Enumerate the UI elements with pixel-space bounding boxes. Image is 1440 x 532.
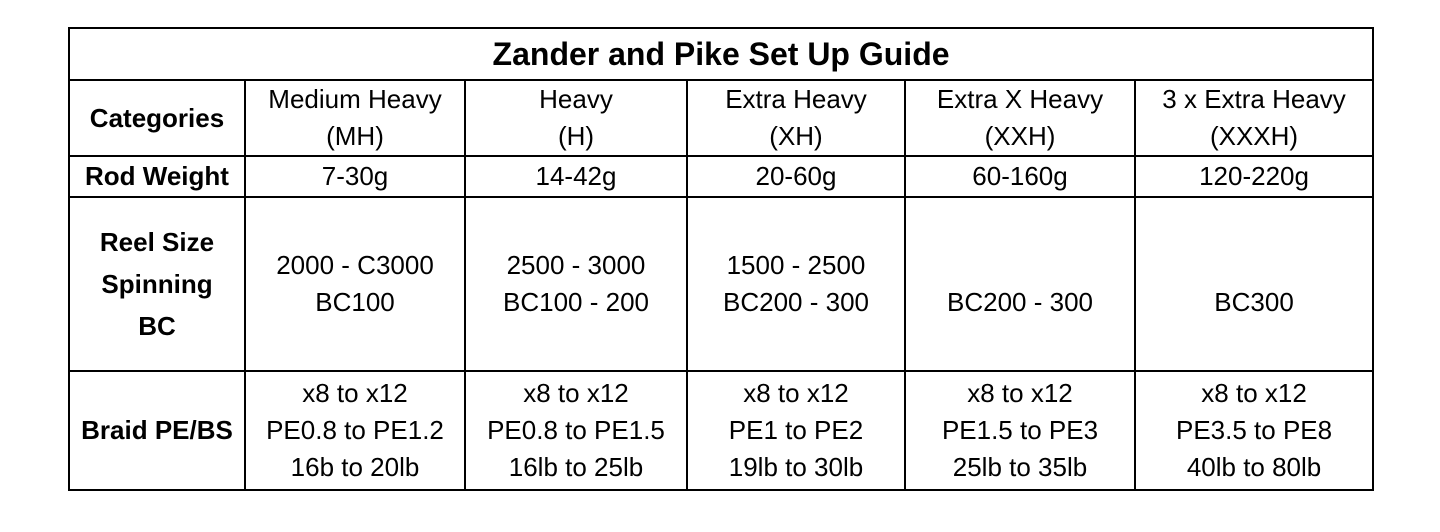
category-header-h bbox=[465, 80, 687, 156]
reel-spinning bbox=[906, 247, 1134, 284]
category-header-xh bbox=[687, 80, 905, 156]
category-code: (H) bbox=[557, 121, 595, 151]
category-header-mh bbox=[245, 80, 465, 156]
category-name: Extra Heavy bbox=[725, 84, 867, 114]
reel-spinning bbox=[1136, 247, 1372, 284]
braid-cell bbox=[245, 371, 465, 490]
reel-bc: BC200 - 300 bbox=[723, 287, 869, 317]
reel-size-cell bbox=[465, 197, 687, 371]
category-name: Heavy bbox=[539, 84, 613, 114]
braid-strands: x8 to x12 bbox=[523, 378, 629, 408]
category-header-xxxh bbox=[1135, 80, 1373, 156]
braid-bs: 19lb to 30lb bbox=[728, 452, 864, 482]
reel-bc: BC300 bbox=[1214, 287, 1294, 317]
braid-strands: x8 to x12 bbox=[967, 378, 1073, 408]
braid-cell bbox=[687, 371, 905, 490]
table-title: Zander and Pike Set Up Guide bbox=[69, 28, 1373, 80]
rod-weight-cell: 14-42g bbox=[465, 156, 687, 197]
category-header-xxh bbox=[905, 80, 1135, 156]
braid-pe: PE1.5 to PE3 bbox=[941, 415, 1099, 445]
category-name: Medium Heavy bbox=[268, 84, 442, 114]
braid-pe: PE3.5 to PE8 bbox=[1175, 415, 1333, 445]
braid-cell bbox=[465, 371, 687, 490]
braid-pe: PE1 to PE2 bbox=[728, 415, 864, 445]
reel-size-label bbox=[69, 197, 245, 371]
reel-spinning: 1500 - 2500 bbox=[726, 250, 866, 280]
reel-spinning: 2000 - C3000 bbox=[276, 250, 434, 280]
rod-weight-cell: 7-30g bbox=[245, 156, 465, 197]
category-code: (MH) bbox=[326, 121, 384, 151]
rod-weight-label: Rod Weight bbox=[69, 156, 245, 197]
category-name: 3 x Extra Heavy bbox=[1162, 84, 1346, 114]
reel-size-cell bbox=[1135, 197, 1373, 371]
reel-size-row bbox=[69, 197, 1373, 371]
reel-label-line: BC bbox=[138, 311, 176, 341]
categories-label: Categories bbox=[69, 80, 245, 156]
reel-bc: BC200 - 300 bbox=[947, 287, 1093, 317]
braid-pe: PE0.8 to PE1.2 bbox=[266, 415, 444, 445]
braid-pe: PE0.8 to PE1.5 bbox=[487, 415, 665, 445]
reel-size-cell bbox=[687, 197, 905, 371]
reel-spinning: 2500 - 3000 bbox=[506, 250, 646, 280]
rod-weight-row bbox=[69, 156, 1373, 197]
rod-weight-cell: 20-60g bbox=[687, 156, 905, 197]
braid-bs: 16b to 20lb bbox=[290, 452, 420, 482]
header-row bbox=[69, 80, 1373, 156]
category-name: Extra X Heavy bbox=[936, 84, 1104, 114]
braid-strands: x8 to x12 bbox=[302, 378, 408, 408]
braid-cell bbox=[1135, 371, 1373, 490]
setup-guide-table bbox=[68, 27, 1374, 491]
rod-weight-cell: 60-160g bbox=[905, 156, 1135, 197]
reel-bc: BC100 - 200 bbox=[503, 287, 649, 317]
reel-label-line: Spinning bbox=[101, 269, 213, 299]
braid-bs: 25lb to 35lb bbox=[952, 452, 1088, 482]
braid-bs: 16lb to 25lb bbox=[508, 452, 644, 482]
braid-cell bbox=[905, 371, 1135, 490]
rod-weight-cell: 120-220g bbox=[1135, 156, 1373, 197]
braid-strands: x8 to x12 bbox=[743, 378, 849, 408]
braid-bs: 40lb to 80lb bbox=[1186, 452, 1322, 482]
braid-label: Braid PE/BS bbox=[69, 371, 245, 490]
category-code: (XH) bbox=[769, 121, 823, 151]
category-code: (XXXH) bbox=[1209, 121, 1299, 151]
braid-strands: x8 to x12 bbox=[1201, 378, 1307, 408]
title-row bbox=[69, 28, 1373, 80]
category-code: (XXH) bbox=[984, 121, 1056, 151]
reel-size-cell bbox=[905, 197, 1135, 371]
reel-label-line: Reel Size bbox=[99, 227, 215, 257]
reel-bc: BC100 bbox=[315, 287, 395, 317]
reel-size-cell bbox=[245, 197, 465, 371]
braid-row bbox=[69, 371, 1373, 490]
